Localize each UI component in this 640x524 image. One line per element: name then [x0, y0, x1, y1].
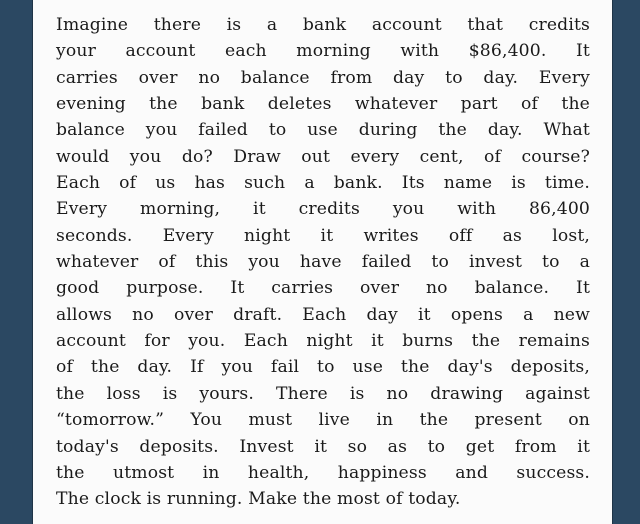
text-line: the utmost in health, happiness and success. — [56, 462, 590, 483]
text-line: of the day. If you fail to use the day's deposits, — [56, 357, 590, 378]
text-line: Each of us has such a bank. Its name is time. — [56, 173, 590, 194]
text-line: Every morning, it credits you with 86,400 — [56, 199, 590, 220]
text-line: allows no over draft. Each day it opens a new — [56, 304, 590, 325]
quote-passage — [56, 12, 590, 513]
text-line: your account each morning with $86,400. It — [56, 41, 590, 62]
text-line: good purpose. It carries over no balance. It — [56, 278, 590, 299]
text-line: would you do? Draw out every cent, of course? — [56, 146, 590, 167]
text-line: seconds. Every night it writes off as lost, — [56, 225, 590, 246]
text-line: carries over no balance from day to day. Every — [56, 67, 590, 88]
text-line: whatever of this you have failed to invest to a — [56, 252, 590, 273]
text-line: The clock is running. Make the most of today. — [56, 489, 461, 510]
text-line: balance you failed to use during the day. What — [56, 120, 590, 141]
text-line: today's deposits. Invest it so as to get from it — [56, 436, 590, 457]
paper-page — [32, 0, 613, 524]
text-line: account for you. Each night it burns the remains — [56, 331, 590, 352]
text-line: Imagine there is a bank account that credits — [56, 15, 590, 35]
text-line: “tomorrow.” You must live in the present on — [56, 410, 590, 431]
text-line: evening the bank deletes whatever part of the — [56, 94, 590, 115]
text-line: the loss is yours. There is no drawing against — [56, 383, 590, 404]
